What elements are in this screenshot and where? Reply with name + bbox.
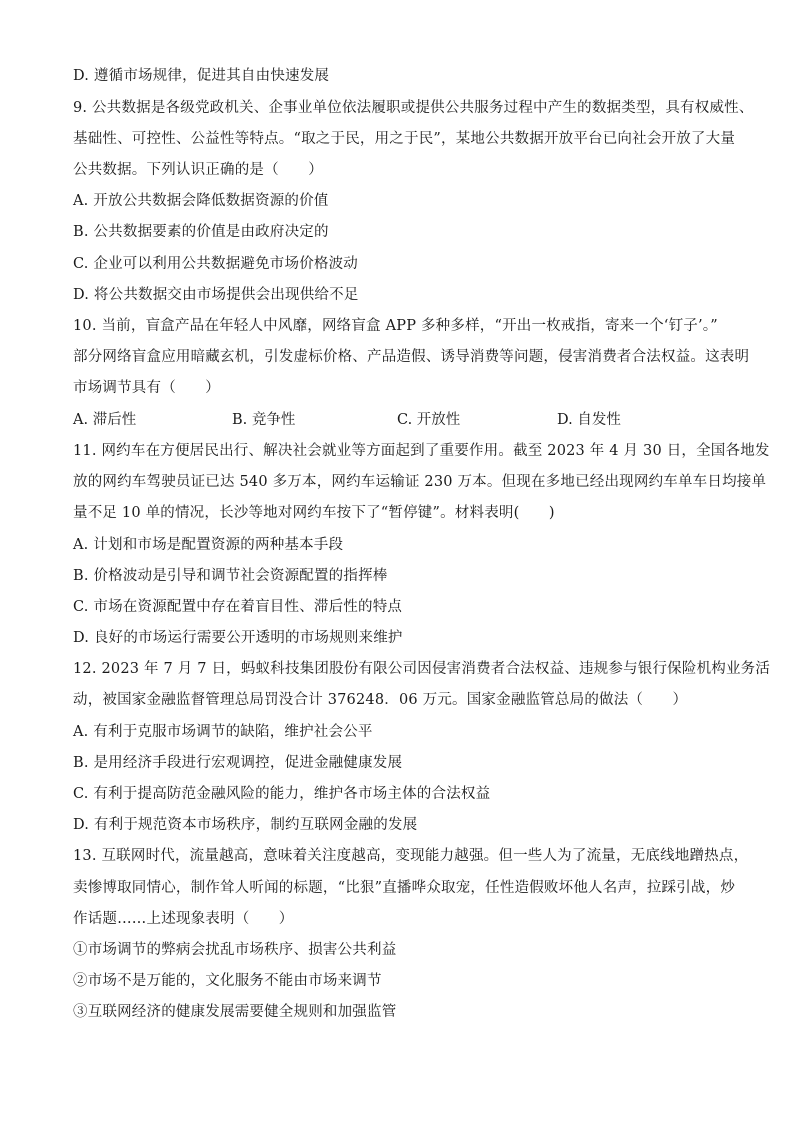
q12-option-b: B. 是用经济手段进行宏观调控，促进金融健康发展	[73, 755, 403, 771]
q10-options-row	[73, 410, 733, 430]
q9-stem-line-3: 公共数据。下列认识正确的是（ ）	[73, 162, 323, 178]
q9-option-d: D. 将公共数据交由市场提供会出现供给不足	[73, 287, 359, 303]
q12-stem-line-1: 12. 2023 年 7 月 7 日，蚂蚁科技集团股份有限公司因侵害消费者合法权益、违规参与银行保险机构业务活	[73, 661, 771, 677]
q13-statement-1: ①市场调节的弊病会扰乱市场秩序、损害公共利益	[73, 942, 397, 958]
q12-stem-line-2: 动，被国家金融监督管理总局罚没合计 376248．06 万元。国家金融监管总局的做法（ ）	[73, 692, 688, 708]
q9-option-a: A. 开放公共数据会降低数据资源的价值	[73, 193, 329, 209]
q13-stem-line-3: 作话题……上述现象表明（ ）	[73, 911, 294, 927]
q10-stem-line-3: 市场调节具有（ ）	[73, 380, 220, 396]
q10-option-d: D. 自发性	[557, 412, 621, 428]
q10-stem-line-2: 部分网络盲盒应用暗藏玄机，引发虚标价格、产品造假、诱导消费等问题，侵害消费者合法权益。这表明	[73, 349, 750, 365]
q12-option-a: A. 有利于克服市场调节的缺陷，维护社会公平	[73, 724, 373, 740]
q11-option-c: C. 市场在资源配置中存在着盲目性、滞后性的特点	[73, 599, 403, 615]
q13-stem-line-1: 13. 互联网时代，流量越高，意味着关注度越高，变现能力越强。但一些人为了流量，无底线地蹭热点，	[73, 848, 749, 864]
q13-statement-2: ②市场不是万能的，文化服务不能由市场来调节	[73, 973, 382, 989]
q10-option-a: A. 滞后性	[73, 412, 137, 428]
q10-stem-line-1: 10. 当前，盲盒产品在年轻人中风靡，网络盲盒 APP 多种多样，“开出一枚戒指，寄来一个‘钉子’。”	[73, 318, 718, 334]
q10-option-c: C. 开放性	[397, 412, 461, 428]
q8-option-d: D. 遵循市场规律，促进其自由快速发展	[73, 68, 330, 84]
q11-option-d: D. 良好的市场运行需要公开透明的市场规则来维护	[73, 630, 403, 646]
q9-stem-line-2: 基础性、可控性、公益性等特点。“取之于民，用之于民”，某地公共数据开放平台已向社会开放了大量	[73, 131, 736, 147]
q12-option-c: C. 有利于提高防范金融风险的能力，维护各市场主体的合法权益	[73, 786, 491, 802]
q11-stem-line-3: 量不足 10 单的情况，长沙等地对网约车按下了“暂停键”。材料表明( )	[73, 505, 555, 521]
q9-option-b: B. 公共数据要素的价值是由政府决定的	[73, 224, 329, 240]
q12-option-d: D. 有利于规范资本市场秩序，制约互联网金融的发展	[73, 817, 418, 833]
q9-option-c: C. 企业可以利用公共数据避免市场价格波动	[73, 256, 358, 272]
q11-stem-line-2: 放的网约车驾驶员证已达 540 多万本，网约车运输证 230 万本。但现在多地已经出现网约车单车日均接单	[73, 474, 767, 490]
q13-stem-line-2: 卖惨博取同情心，制作耸人听闻的标题，“比狠”直播哗众取宠，任性造假败坏他人名声，拉踩引战，炒	[73, 880, 736, 896]
q10-option-b: B. 竞争性	[232, 412, 296, 428]
q11-option-a: A. 计划和市场是配置资源的两种基本手段	[73, 537, 344, 553]
q13-statement-3: ③互联网经济的健康发展需要健全规则和加强监管	[73, 1004, 397, 1020]
q11-option-b: B. 价格波动是引导和调节社会资源配置的指挥棒	[73, 568, 388, 584]
q11-stem-line-1: 11. 网约车在方便居民出行、解决社会就业等方面起到了重要作用。截至 2023 年 4 月 30 日，全国各地发	[73, 443, 770, 459]
q9-stem-line-1: 9. 公共数据是各级党政机关、企事业单位依法履职或提供公共服务过程中产生的数据类型，具有权威性、	[73, 100, 754, 116]
